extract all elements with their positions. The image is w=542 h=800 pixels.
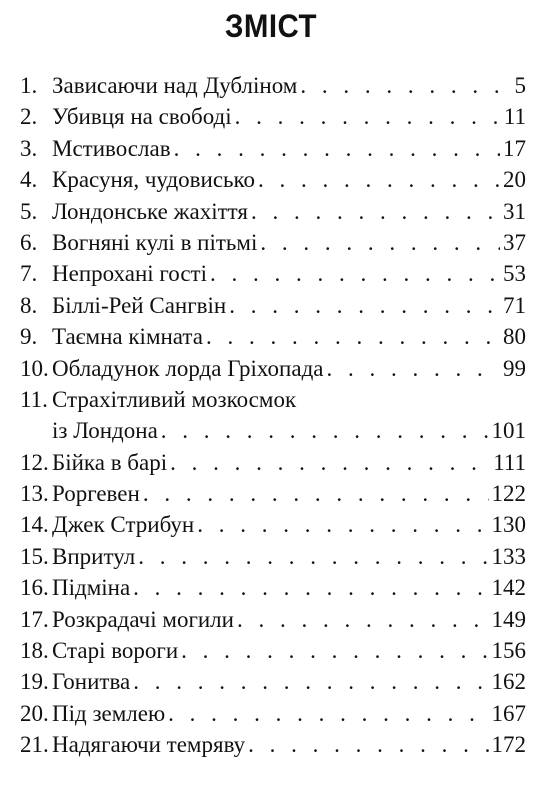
entry-number: 10. [20, 355, 49, 381]
entry-number: 20. [20, 700, 49, 726]
entry-title: Обладунок лорда Гріхопада [52, 355, 324, 381]
toc-entry [20, 447, 526, 478]
entry-title: Підміна [52, 575, 131, 601]
entry-title: Красуня, чудовисько [52, 167, 256, 193]
dot-leader [248, 729, 488, 760]
entry-title: Надягаючи темряву [52, 732, 246, 758]
entry-number: 16. [20, 575, 49, 601]
dot-leader [260, 227, 500, 258]
entry-number: 13. [20, 481, 49, 507]
dot-leader [210, 258, 500, 289]
toc-heading: ЗМІСТ [225, 8, 317, 44]
entry-title: Убивця на свободі [52, 104, 232, 130]
toc-entry [20, 604, 526, 635]
dot-leader [168, 698, 488, 729]
entry-title: Непрохані гості [52, 261, 207, 287]
entry-title: Джек Стрибун [52, 512, 195, 538]
entry-number: 9. [20, 324, 38, 350]
dot-leader [197, 509, 488, 540]
entry-number: 8. [20, 292, 38, 318]
toc-entry [20, 70, 526, 101]
entry-title: Лондонське жахіття [52, 198, 248, 224]
toc-entry [20, 227, 526, 258]
entry-title: Бійка в барі [52, 449, 168, 475]
dot-leader [251, 196, 500, 227]
entry-page: 130 [491, 512, 526, 538]
entry-page: 172 [491, 732, 526, 758]
dot-leader [206, 321, 500, 352]
entry-title: Під землею [52, 700, 166, 726]
toc-entry [20, 164, 526, 195]
entry-page: 31 [503, 198, 526, 224]
toc-list [20, 70, 526, 761]
entry-number: 4. [20, 167, 38, 193]
entry-number: 14. [20, 512, 49, 538]
entry-title: Страхітливий мозкосмок [52, 386, 297, 412]
entry-number: 7. [20, 261, 38, 287]
entry-title: Таємна кімната [52, 324, 203, 350]
toc-entry [20, 133, 526, 164]
entry-page: 17 [503, 135, 526, 161]
entry-title: Зависаючи над Дубліном [52, 73, 298, 98]
entry-number: 21. [20, 732, 49, 758]
entry-title: Вогняні кулі в пітьмі [52, 229, 258, 255]
entry-page: 122 [491, 481, 526, 507]
toc-entry [20, 478, 526, 509]
dot-leader [133, 666, 488, 697]
entry-title-continued: із Лондона [52, 418, 158, 444]
entry-title: Мстивослав [52, 135, 171, 161]
entry-page: 167 [491, 700, 526, 726]
entry-number: 1. [20, 73, 38, 98]
toc-entry [20, 572, 526, 603]
entry-page: 142 [491, 575, 526, 601]
entry-number: 15. [20, 543, 49, 569]
entry-page: 156 [491, 638, 526, 664]
toc-entry [20, 666, 526, 697]
entry-page: 37 [503, 229, 526, 255]
dot-leader [170, 447, 490, 478]
dot-leader [133, 572, 488, 603]
dot-leader [300, 70, 511, 101]
entry-title: Розкрадачі могили [52, 606, 234, 632]
entry-number: 2. [20, 104, 38, 130]
dot-leader [237, 604, 489, 635]
toc-entry [20, 541, 526, 572]
toc-entry [20, 321, 526, 352]
toc-entry [20, 698, 526, 729]
entry-page: 5 [514, 73, 526, 98]
entry-page: 20 [503, 167, 526, 193]
entry-title: Впритул [52, 543, 136, 569]
toc-entry [20, 729, 526, 760]
toc-entry [20, 384, 526, 447]
entry-page: 149 [491, 606, 526, 632]
dot-leader [143, 478, 489, 509]
entry-number: 6. [20, 229, 38, 255]
entry-page: 99 [503, 355, 526, 381]
toc-entry [20, 353, 526, 384]
entry-number: 18. [20, 638, 49, 664]
entry-page: 133 [491, 543, 526, 569]
toc-entry [20, 635, 526, 666]
entry-page: 11 [503, 104, 526, 130]
entry-title: Роргевен [52, 481, 140, 507]
toc-entry [20, 509, 526, 540]
entry-number: 12. [20, 449, 49, 475]
entry-title: Біллі-Рей Сангвін [52, 292, 227, 318]
entry-number: 5. [20, 198, 38, 224]
entry-page: 101 [491, 418, 526, 444]
dot-leader [258, 164, 500, 195]
dot-leader [327, 353, 501, 384]
dot-leader [229, 290, 500, 321]
toc-entry [20, 196, 526, 227]
entry-number: 11. [20, 386, 48, 412]
entry-page: 80 [503, 324, 526, 350]
entry-page: 53 [503, 261, 526, 287]
entry-title: Гонитва [52, 669, 131, 695]
dot-leader [181, 635, 488, 666]
toc-entry [20, 101, 526, 132]
dot-leader [174, 133, 500, 164]
entry-page: 111 [493, 449, 526, 475]
toc-entry [20, 258, 526, 289]
entry-page: 162 [491, 669, 526, 695]
toc-entry [20, 290, 526, 321]
entry-number: 3. [20, 135, 38, 161]
dot-leader [138, 541, 488, 572]
dot-leader [161, 415, 489, 446]
dot-leader [235, 101, 501, 132]
entry-number: 17. [20, 606, 49, 632]
entry-title: Старі вороги [52, 638, 179, 664]
entry-number: 19. [20, 669, 49, 695]
entry-page: 71 [503, 292, 526, 318]
